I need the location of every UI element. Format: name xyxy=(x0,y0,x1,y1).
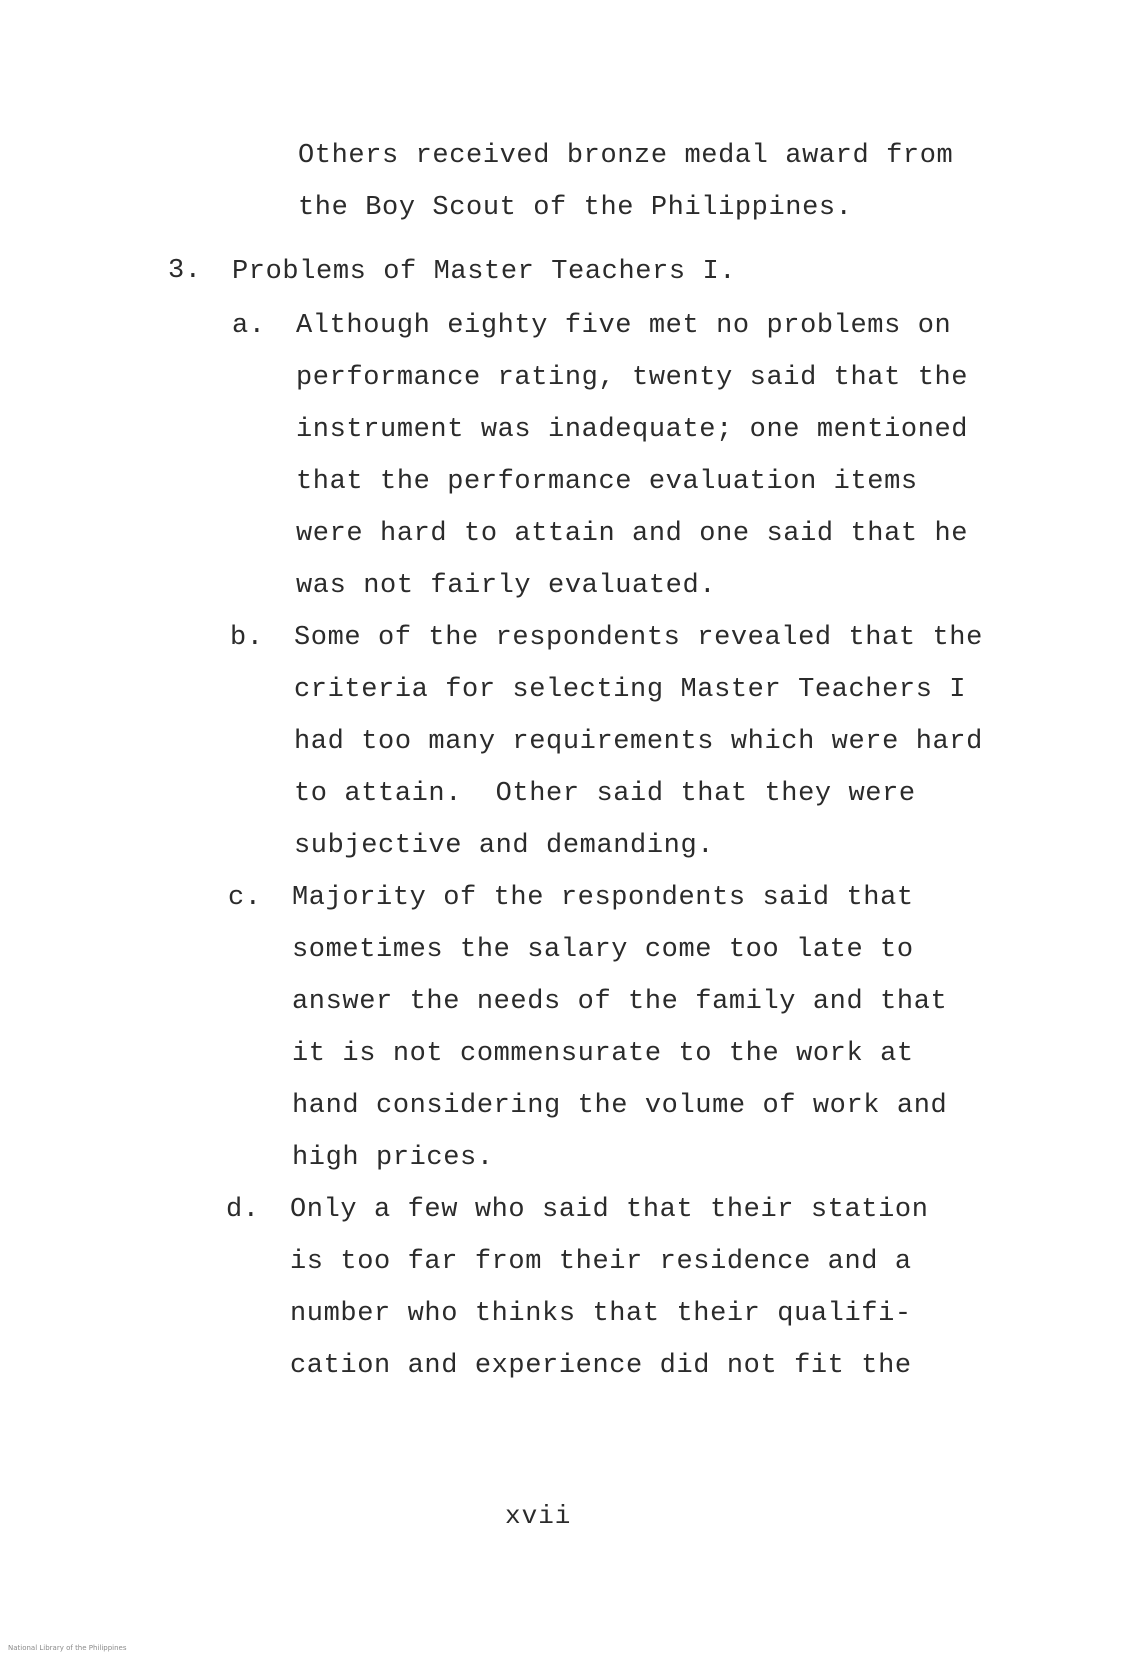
item-marker-a: a. xyxy=(232,311,266,341)
item-b-line: had too many requirements which were hard xyxy=(294,727,983,757)
item-a-line: performance rating, twenty said that the xyxy=(296,363,969,393)
item-a-line: instrument was inadequate; one mentioned xyxy=(296,415,969,445)
item-b-line: criteria for selecting Master Teachers I xyxy=(294,675,967,705)
item-d-line: number who thinks that their qualifi- xyxy=(290,1299,912,1329)
scan-footer: National Library of the Philippines xyxy=(8,1644,127,1652)
item-d-line: is too far from their residence and a xyxy=(290,1247,912,1277)
item-c-line: answer the needs of the family and that xyxy=(292,987,948,1017)
item-c-line: hand considering the volume of work and xyxy=(292,1091,948,1121)
item-b-line: subjective and demanding. xyxy=(294,831,715,861)
section-number: 3. xyxy=(168,256,202,286)
item-a-line: was not fairly evaluated. xyxy=(296,571,717,601)
item-a-line: Although eighty five met no problems on xyxy=(296,311,952,341)
item-marker-d: d. xyxy=(226,1195,260,1225)
item-c-line: high prices. xyxy=(292,1143,494,1173)
item-a-line: were hard to attain and one said that he xyxy=(296,519,969,549)
item-d-line: Only a few who said that their station xyxy=(290,1195,929,1225)
item-c-line: sometimes the salary come too late to xyxy=(292,935,914,965)
continuation-line: Others received bronze medal award from xyxy=(298,141,954,171)
continuation-line: the Boy Scout of the Philippines. xyxy=(298,193,853,223)
item-b-line: to attain. Other said that they were xyxy=(294,779,916,809)
page-number: xvii xyxy=(505,1501,572,1531)
item-d-line: cation and experience did not fit the xyxy=(290,1351,912,1381)
item-c-line: it is not commensurate to the work at xyxy=(292,1039,914,1069)
item-c-line: Majority of the respondents said that xyxy=(292,883,914,913)
item-marker-c: c. xyxy=(228,883,262,913)
item-b-line: Some of the respondents revealed that the xyxy=(294,623,983,653)
item-a-line: that the performance evaluation items xyxy=(296,467,918,497)
item-marker-b: b. xyxy=(230,623,264,653)
section-heading: Problems of Master Teachers I. xyxy=(232,257,737,287)
